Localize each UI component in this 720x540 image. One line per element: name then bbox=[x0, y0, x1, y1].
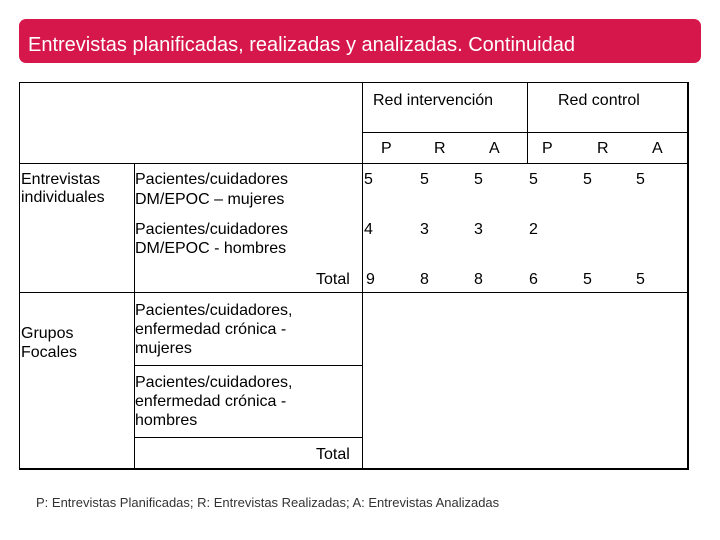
subheader-cell: P bbox=[542, 140, 553, 157]
section-label-focales: Focales bbox=[21, 344, 78, 361]
grid-line bbox=[19, 163, 689, 164]
table-cell: 5 bbox=[364, 171, 373, 188]
row-label: Pacientes/cuidadores, bbox=[135, 374, 293, 391]
table-cell: 3 bbox=[420, 221, 429, 238]
total-label: Total bbox=[316, 446, 350, 463]
grid-line bbox=[134, 365, 362, 366]
row-label: enfermedad crónica - bbox=[135, 321, 287, 338]
row-label: Pacientes/cuidadores bbox=[135, 221, 288, 238]
footnote: P: Entrevistas Planificadas; R: Entrevistas Realizadas; A: Entrevistas Analizadas bbox=[36, 495, 500, 510]
subheader-cell: R bbox=[434, 140, 446, 157]
grid-line bbox=[134, 437, 362, 438]
group-header-intervencion: Red intervención bbox=[373, 92, 494, 109]
total-cell: 9 bbox=[366, 271, 375, 288]
total-cell: 8 bbox=[420, 271, 429, 288]
row-label: enfermedad crónica - bbox=[135, 393, 287, 410]
row-label: Pacientes/cuidadores, bbox=[135, 302, 293, 319]
slide-title: Entrevistas planificadas, realizadas y analizadas. Continuidad bbox=[19, 19, 701, 63]
table-cell: 4 bbox=[364, 221, 373, 238]
table-cell: 5 bbox=[529, 171, 538, 188]
subheader-cell: A bbox=[652, 140, 663, 157]
row-label: Pacientes/cuidadores bbox=[135, 171, 288, 188]
table-cell: 5 bbox=[420, 171, 429, 188]
row-label: DM/EPOC - hombres bbox=[135, 240, 287, 257]
total-cell: 6 bbox=[529, 271, 538, 288]
section-label-individuales: Entrevistas bbox=[21, 171, 101, 188]
subheader-cell: A bbox=[489, 140, 500, 157]
row-label: hombres bbox=[135, 412, 198, 429]
total-label: Total bbox=[316, 271, 350, 288]
grid-line bbox=[527, 82, 528, 163]
grid-line bbox=[19, 292, 689, 293]
total-cell: 5 bbox=[583, 271, 592, 288]
table-cell: 5 bbox=[583, 171, 592, 188]
table-cell: 5 bbox=[636, 171, 645, 188]
total-cell: 5 bbox=[636, 271, 645, 288]
grid-line bbox=[362, 132, 689, 133]
table-cell: 5 bbox=[474, 171, 483, 188]
section-label-focales: Grupos bbox=[21, 325, 74, 342]
subheader-cell: P bbox=[381, 140, 392, 157]
table-cell: 3 bbox=[474, 221, 483, 238]
grid-line bbox=[362, 82, 363, 470]
row-label: mujeres bbox=[135, 340, 192, 357]
subheader-cell: R bbox=[597, 140, 609, 157]
group-header-control: Red control bbox=[558, 92, 640, 109]
section-label-individuales: individuales bbox=[21, 189, 105, 206]
total-cell: 8 bbox=[474, 271, 483, 288]
table-cell: 2 bbox=[529, 221, 538, 238]
row-label: DM/EPOC – mujeres bbox=[135, 191, 285, 208]
